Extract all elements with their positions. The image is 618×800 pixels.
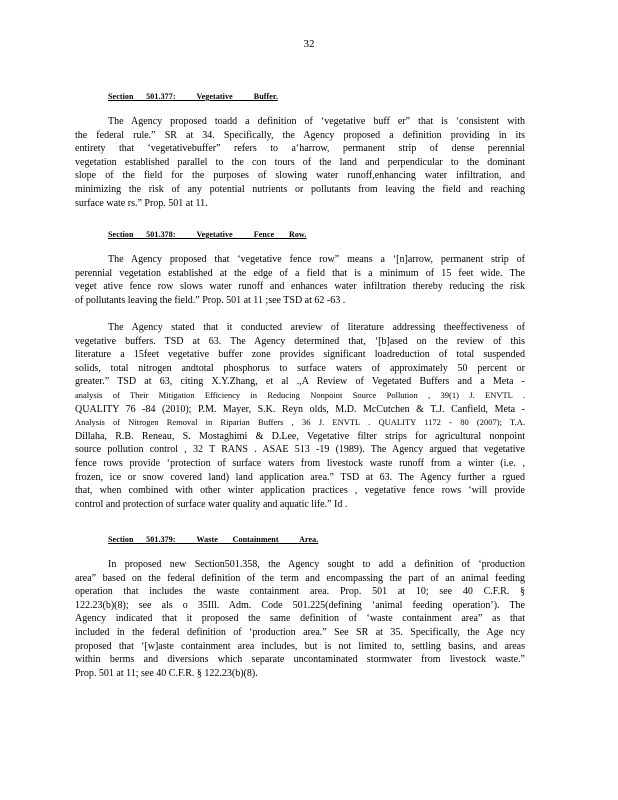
text-line: the federal rule.” SR at 34. Specifically, the Agency proposed a definition providing in its [75, 129, 525, 141]
text-line: of pollutants leaving the field.” Prop. 501 at 11 ;see TSD at 62 -63 . [75, 294, 346, 306]
text-line: minimizing the risk of any potential nutrients or pollutants from leaving the field and reaching [75, 183, 525, 195]
page-number: 32 [303, 38, 315, 50]
text-line: proposed that ‘[w]aste containment area includes, but is not limited to, settling basins, and areas [75, 640, 525, 652]
text-line: source pollution control , 32 T RANS . ASAE 513 -19 (1989). The Agency argued that vegetative [75, 444, 525, 456]
text-line: The Agency proposed that ‘vegetative fence row” means a ‘[n]arrow, permanent strip of [108, 254, 525, 265]
text-line: veget ative fence row slows water runoff and enhances water infiltration thereby reducing the risk [75, 281, 525, 293]
text-line: Agency indicated that it proposed the same definition of ‘waste containment area” as that [75, 613, 525, 625]
paragraph-waste-containment-area [75, 558, 525, 680]
text-line: fence rows provide ‘protection of surface waters from livestock waste runoff from a winter (i.e. , [75, 457, 525, 469]
section-heading-501-377: Section 501.377: Vegetative Buffer. [108, 92, 278, 101]
text-line: entirety that ‘vegetativebuffer” refers to a‘harrow, permanent strip of dense perennial [75, 143, 525, 155]
text-line: Prop. 501 at 11; see 40 C.F.R. § 122.23(b)(8). [75, 667, 258, 679]
section-heading-501-378: Section 501.378: Vegetative Fence Row. [108, 230, 307, 239]
text-line: frozen, ice or snow covered land) land application area.” TSD at 63. The Agency further a rgued [75, 471, 525, 483]
text-line: The Agency proposed toadd a definition of ‘vegetative buff er” that is ‘consistent with [108, 116, 525, 127]
paragraph-vegetative-fence-row [75, 253, 525, 307]
text-line: Dillaha, R.B. Reneau, S. Mostaghimi & D.Lee, Vegetative filter strips for agricultural nonpoint [75, 430, 525, 442]
paragraph-vegetative-buffer [75, 115, 525, 210]
text-line: vegetation established parallel to the con tours of the land and perpendicular to the dominant [75, 156, 525, 168]
text-line: literature a 15feet vegetative buffer zone provides significant loadreduction of total suspended [75, 349, 525, 361]
text-line: 122.23(b)(8); see als o 35Ill. Adm. Code 501.225(defining ‘animal feeding operation’). The [75, 599, 525, 611]
text-line: area” based on the federal definition of the term and encompassing the part of an animal feeding [75, 572, 525, 584]
text-line: within berms and diversions which separate uncontaminated stormwater from livestock waste.” [75, 654, 525, 666]
text-line: that, when combined with other winter application practices , vegetative fence rows ‘will provide [75, 485, 525, 497]
text-line: operation that includes the waste containment area. Prop. 501 at 10; see 40 C.F.R. § [75, 586, 525, 598]
text-line: surface wate rs.” Prop. 501 at 11. [75, 197, 208, 209]
text-line: control and protection of surface water quality and aquatic life.” Id . [75, 498, 348, 510]
text-line: included in the federal definition of ‘production area.” See SR at 35. Specifically, the Age ncy [75, 626, 525, 638]
text-line: slope of the field for the purposes of slowing water runoff,enhancing water infiltration, and [75, 170, 525, 182]
citation-line: analysis of Their Mitigation Efficiency in Reducing Nonpoint Source Pollution , 39(1) J. ENVTL . [75, 389, 525, 400]
text-line: QUALITY 76 -84 (2010); P.M. Mayer, S.K. Reyn olds, M.D. McCutchen & T.J. Canfield, Meta - [75, 403, 525, 415]
paragraph-literature-review [75, 321, 525, 511]
citation-line: Analysis of Nitrogen Removal in Riparian Buffers , 36 J. ENVTL . QUALITY 1172 - 80 (2007); T.A. [75, 417, 525, 428]
text-line: solids, total nitrogen andtotal phosphorus to surface waters of approximately 50 percent or [75, 362, 525, 374]
text-line: perennial vegetation established at the edge of a field that is a minimum of 15 feet wide. The [75, 267, 525, 279]
text-line: vegetative buffers. TSD at 63. The Agency determined that, ‘[b]ased on the review of this [75, 335, 525, 347]
text-line: In proposed new Section501.358, the Agency sought to add a definition of ‘production [108, 559, 525, 570]
text-line: The Agency stated that it conducted areview of literature addressing theeffectiveness of [108, 322, 525, 333]
section-heading-501-379: Section 501.379: Waste Containment Area. [108, 535, 319, 544]
text-line: greater.” TSD at 63, citing X.Y.Zhang, et al .,A Review of Vegetated Buffers and a Meta - [75, 376, 525, 388]
